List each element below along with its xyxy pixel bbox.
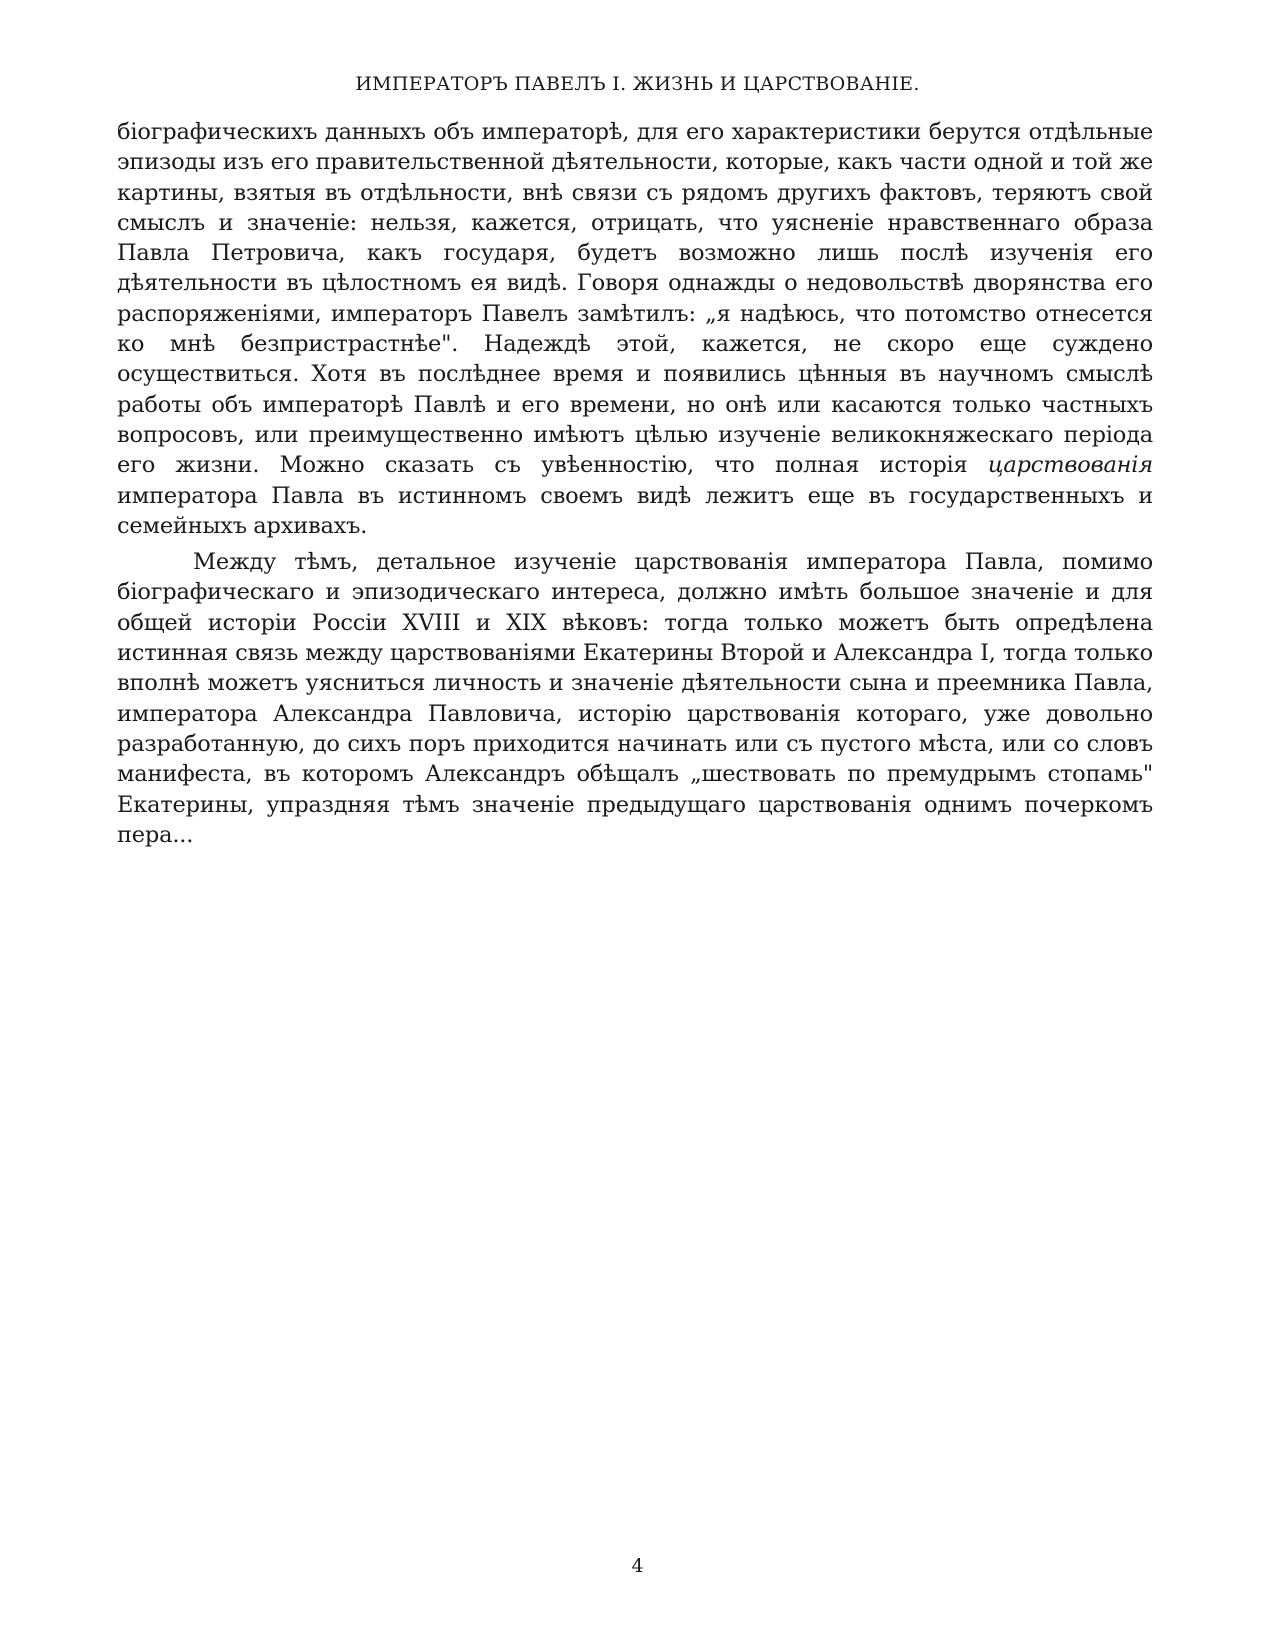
page-number: 4 [631, 1555, 644, 1577]
paragraph-1 [117, 117, 1153, 541]
italic-emphasis: царствованія [987, 452, 1153, 479]
paragraph-2: Между тѣмъ, детальное изученіе царствованія императора Павла, помимо біографическаго и эпизодическаго интереса, должно имѣть большое значеніе и для общей исторіи Россіи XVIII и XIX вѣковъ: тогда только можетъ быть опредѣлена истинная связь между царствованіями Екатерины Второй и Александра I, тогда только вполнѣ можетъ уясниться личность и значеніе дѣятельности сына и преемника Павла, императора Александра Павловича, исторію царствованія котораго, уже довольно разработанную, до сихъ поръ приходится начинать или съ пустого мѣста, или со словъ манифеста, въ которомъ Александръ обѣщалъ „шествовать по премудрымъ стопамь" Екатерины, упраздняя тѣмъ значеніе предыдущаго царствованія однимъ почеркомъ пера... [117, 549, 1153, 848]
running-header: ИМПЕРАТОРЪ ПАВЕЛЪ I. ЖИЗНЬ И ЦАРСТВОВАНІЕ. [355, 73, 920, 95]
paragraph-1-text-a: біографическихъ данныхъ объ императорѣ, для его характеристики берутся отдѣльные эпизоды изъ его правительственной дѣятельности, которые, какъ части одной и той же картины, взятыя въ отдѣльности, внѣ связи съ рядомъ другихъ фактовъ, теряютъ свой смыслъ и значеніе: нельзя, кажется, отрицать, что уясненіе нравственнаго образа Павла Петровича, какъ государя, будетъ возможно лишь послѣ изученія его дѣятельности въ цѣлостномъ ея видѣ. Говоря однажды о недовольствѣ дворянства его распоряженіями, императоръ Павелъ замѣтилъ: „я надѣюсь, что потомство отнесется ко мнѣ безпристрастнѣе". Надеждѣ этой, кажется, не скоро еще суждено осуществиться. Хотя въ послѣднее время и появились цѣнныя въ научномъ смыслѣ работы объ императорѣ Павлѣ и его времени, но онѣ или касаются только частныхъ вопросовъ, или преимущественно имѣютъ цѣлью изученіе великокняжескаго періода его жизни. Можно сказать съ увѣенностію, что полная исторія [117, 119, 1153, 479]
body-text [117, 117, 1153, 850]
paragraph-1-text-b: императора Павла въ истинномъ своемъ видѣ лежитъ еще въ государственныхъ и семейныхъ архивахъ. [117, 482, 1153, 539]
